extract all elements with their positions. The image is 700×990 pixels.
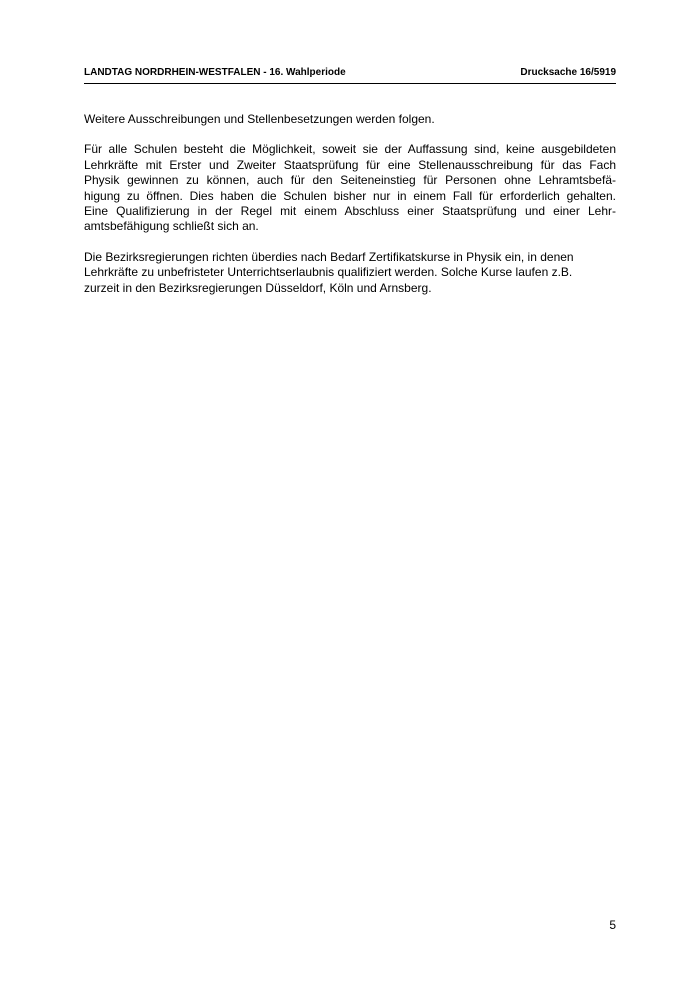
paragraph-2-line-1: Für alle Schulen besteht die Möglichkeit, soweit sie der Auffassung sind, keine ausgebildeten	[84, 142, 616, 157]
paragraph-2-line-2: Lehrkräfte mit Erster und Zweiter Staatsprüfung für eine Stellenausschreibung für das Fach	[84, 157, 616, 172]
paragraph-3-line-2: Lehrkräfte zu unbefristeter Unterrichtserlaubnis qualifiziert werden. Solche Kurse laufen z.B.	[84, 265, 573, 280]
paragraph-2-line-6: amtsbefähigung schließt sich an.	[84, 219, 259, 234]
paragraph-2-line-4: higung zu öffnen. Dies haben die Schulen bisher nur in einem Fall für erforderlich gehalten.	[84, 188, 616, 203]
page-number: 5	[609, 918, 616, 932]
paragraph-1	[84, 112, 616, 127]
paragraph-3	[84, 250, 616, 296]
paragraph-2-line-3: Physik gewinnen zu können, auch für den Seiteneinstieg für Personen ohne Lehramtsbefä-	[84, 173, 616, 188]
paragraph-2-line-5: Eine Qualifizierung in der Regel mit einem Abschluss einer Staatsprüfung und einer Lehr-	[84, 204, 616, 219]
header-document-number: Drucksache 16/5919	[520, 67, 616, 78]
paragraph-2	[84, 142, 616, 234]
paragraph-3-line-3: zurzeit in den Bezirksregierungen Düsseldorf, Köln und Arnsberg.	[84, 280, 432, 295]
header-parliament-title: LANDTAG NORDRHEIN-WESTFALEN - 16. Wahlperiode	[84, 67, 346, 78]
document-body	[84, 112, 616, 311]
paragraph-1-line-1: Weitere Ausschreibungen und Stellenbesetzungen werden folgen.	[84, 112, 435, 126]
page-header	[84, 66, 616, 84]
paragraph-3-line-1: Die Bezirksregierungen richten überdies nach Bedarf Zertifikatskurse in Physik ein, in denen	[84, 249, 574, 264]
